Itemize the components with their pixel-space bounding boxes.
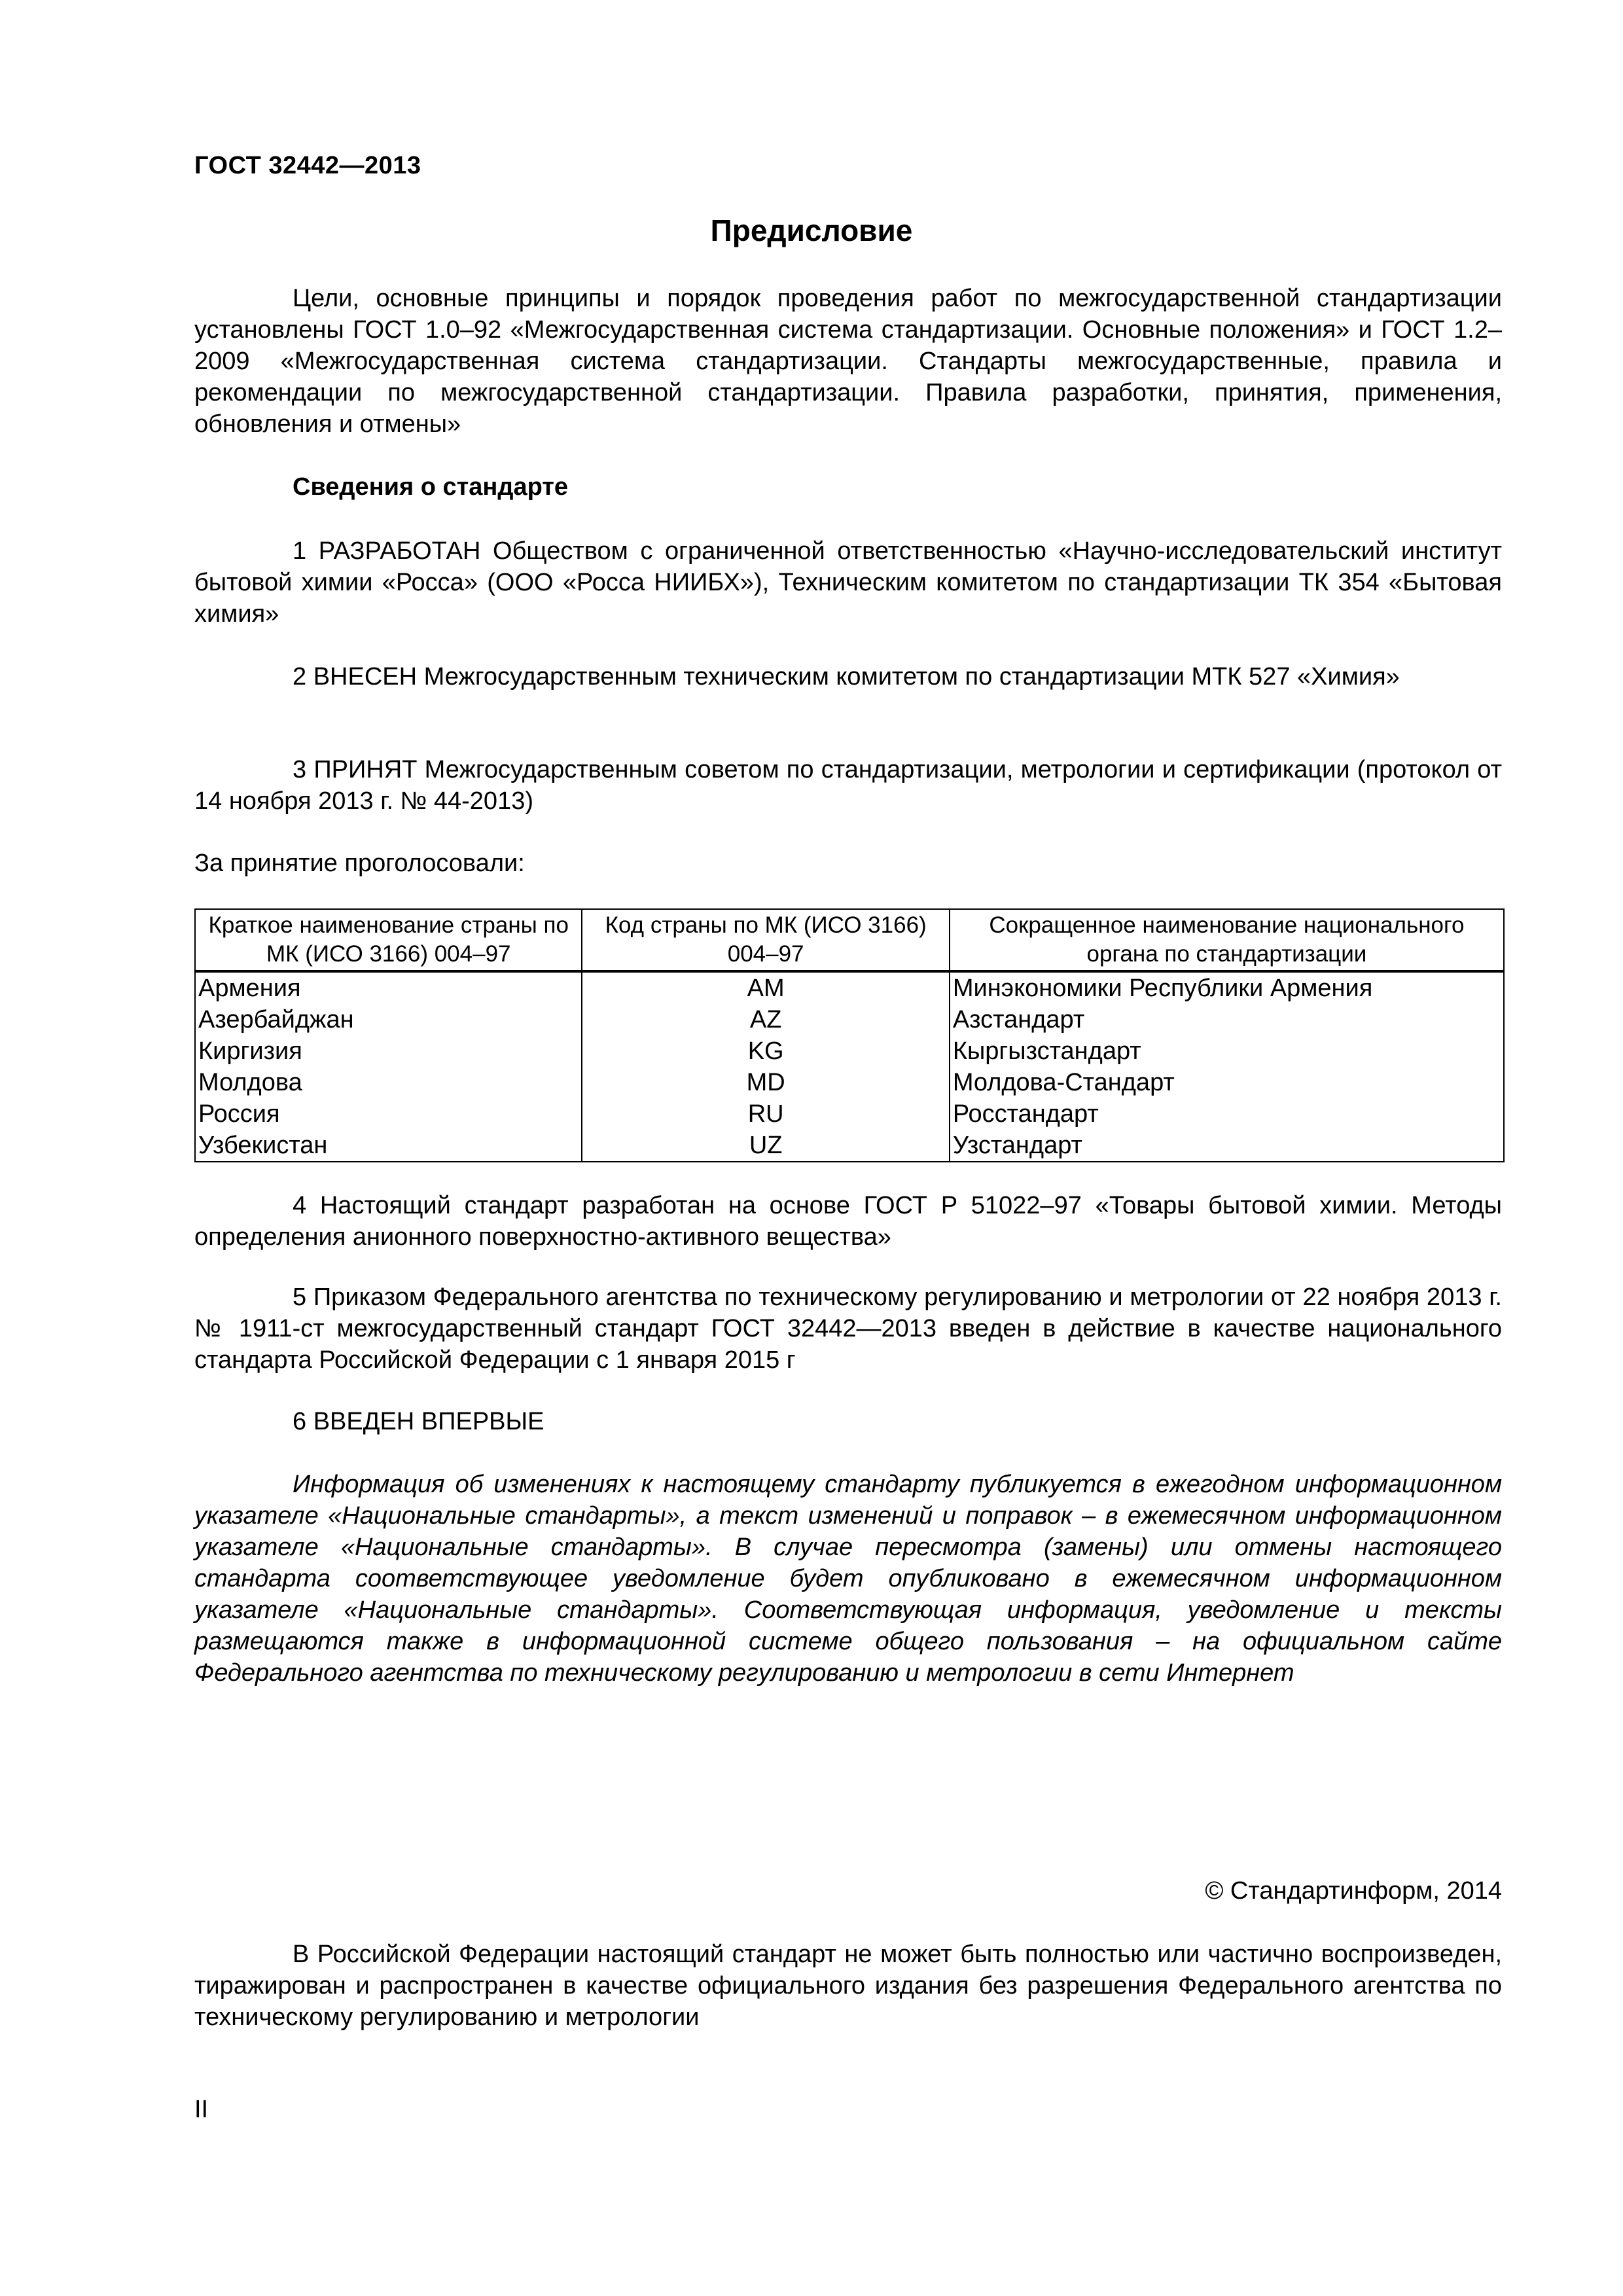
item-2-block	[194, 661, 1502, 692]
column-header: Код страны по МК (ИСО 3166) 004–97	[582, 909, 949, 971]
country-name-cell: Россия	[195, 1098, 582, 1130]
page-title: Предисловие	[710, 213, 913, 247]
item-4-paragraph: 4 Настоящий стандарт разработан на основе ГОСТ Р 51022–97 «Товары бытовой химии. Методы определения анионного поверхностно-активного вещества»	[194, 1192, 1502, 1251]
vote-label: За принятие проголосовали:	[194, 850, 525, 877]
table-header-row	[195, 909, 1504, 971]
country-name-cell: Молдова	[195, 1067, 582, 1098]
standards-body-cell: Молдова-Стандарт	[950, 1067, 1504, 1098]
countries-table	[194, 908, 1505, 1162]
column-header: Сокращенное наименование национального органа по стандартизации	[950, 909, 1504, 971]
item-3-block	[194, 754, 1502, 817]
country-name-cell: Армения	[195, 971, 582, 1004]
table-row	[195, 971, 1504, 1004]
item-1-block	[194, 535, 1502, 630]
column-header: Краткое наименование страны по МК (ИСО 3166) 004–97	[195, 909, 582, 971]
intro-block	[194, 283, 1502, 440]
country-code-cell: AZ	[582, 1004, 949, 1035]
country-name-cell: Киргизия	[195, 1035, 582, 1067]
item-6-paragraph: 6 ВВЕДЕН ВПЕРВЫЕ	[293, 1408, 544, 1435]
item-3-paragraph: 3 ПРИНЯТ Межгосударственным советом по стандартизации, метрологии и сертификации (протокол от 14 ноября 2013 г. № 44-2013)	[194, 756, 1502, 815]
item-5-block	[194, 1282, 1502, 1376]
info-block	[194, 1469, 1502, 1689]
item-4-block	[194, 1190, 1502, 1253]
table-row	[195, 1067, 1504, 1098]
country-code-cell: RU	[582, 1098, 949, 1130]
country-name-cell: Узбекистан	[195, 1130, 582, 1162]
standards-body-cell: Кыргызстандарт	[950, 1035, 1504, 1067]
document-header: ГОСТ 32442—2013	[194, 152, 421, 179]
item-5-paragraph: 5 Приказом Федерального агентства по техническому регулированию и метрологии от 22 ноября 2013 г. № 1911-ст межгосударственный стандарт ГОСТ 32442—2013 введен в действие в качестве национального стандарта Российской Федерации с 1 января 2015 г	[194, 1283, 1502, 1374]
countries-table-block	[194, 908, 1502, 1162]
country-name-cell: Азербайджан	[195, 1004, 582, 1035]
table-row	[195, 1130, 1504, 1162]
reproduction-notice: В Российской Федерации настоящий стандарт не может быть полностью или частично воспроизведен, тиражирован и распространен в качестве официального издания без разрешения Федерального агентства по техническому регулированию и метрологии	[194, 1941, 1502, 2031]
country-code-cell: AM	[582, 971, 949, 1004]
country-code-cell: KG	[582, 1035, 949, 1067]
info-paragraph: Информация об изменениях к настоящему стандарту публикуется в ежегодном информационном указателе «Национальные стандарты», а текст изменений и поправок – в ежемесячном информационном указателе «Национальные стандарты». В случае пересмотра (замены) или отмены настоящего стандарта соответствующее уведомление будет опубликовано в ежемесячном информационном указателе «Национальные стандарты». Соответствующая информация, уведомление и тексты размещаются также в информационной системе общего пользования – на официальном сайте Федерального агентства по техническому регулированию и метрологии в сети Интернет	[194, 1471, 1502, 1687]
copyright-notice: © Стандартинформ, 2014	[1205, 1877, 1502, 1905]
standard-info-block	[194, 471, 1502, 503]
table-row	[195, 1098, 1504, 1130]
item-2-paragraph: 2 ВНЕСЕН Межгосударственным техническим комитетом по стандартизации МТК 527 «Химия»	[293, 663, 1400, 691]
table-row	[195, 1035, 1504, 1067]
item-6-block	[194, 1406, 1502, 1437]
standards-body-cell: Минэкономики Республики Армения	[950, 971, 1504, 1004]
table-row	[195, 1004, 1504, 1035]
standards-body-cell: Узстандарт	[950, 1130, 1504, 1162]
country-code-cell: UZ	[582, 1130, 949, 1162]
notice-block	[194, 1939, 1502, 2033]
country-code-cell: MD	[582, 1067, 949, 1098]
intro-paragraph: Цели, основные принципы и порядок проведения работ по межгосударственной стандартизации установлены ГОСТ 1.0–92 «Межгосударственная система стандартизации. Основные положения» и ГОСТ 1.2–2009 «Межгосударственная система стандартизации. Стандарты межгосударственные, правила и рекомендации по межгосударственной стандартизации. Правила разработки, принятия, применения, обновления и отмены»	[194, 285, 1502, 438]
item-1-paragraph: 1 РАЗРАБОТАН Обществом с ограниченной ответственностью «Научно-исследовательский институт бытовой химии «Росса» (ООО «Росса НИИБХ»), Техническим комитетом по стандартизации ТК 354 «Бытовая химия»	[194, 537, 1502, 628]
vote-label-block	[194, 848, 1502, 879]
page-number: II	[194, 2096, 209, 2123]
standards-body-cell: Азстандарт	[950, 1004, 1504, 1035]
standards-body-cell: Росстандарт	[950, 1098, 1504, 1130]
section-subheading: Сведения о стандарте	[293, 473, 569, 501]
